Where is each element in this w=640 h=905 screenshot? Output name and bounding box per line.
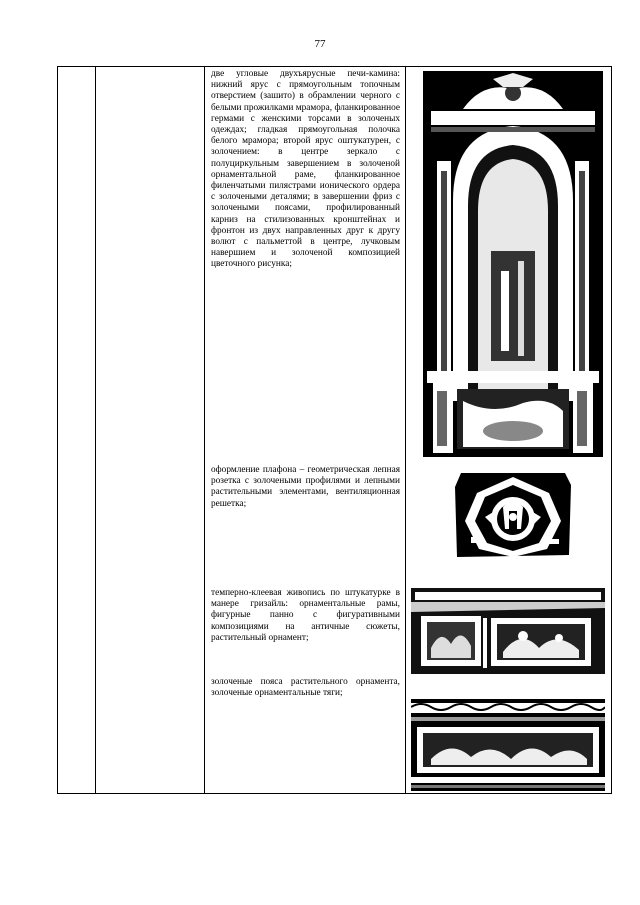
grisaille-description: темперно-клеевая живопись по штукатурке в манере гризайль: орнаментальные рамы, фигурные панно с фигуративными композициями на античные сюжеты, растительный орнамент; [211,588,400,643]
fireplace-photo [423,71,603,457]
page-number: 77 [314,38,326,50]
number-cell [58,67,96,794]
gilded-belts-description: золоченые пояса растительного орнамента, золоченые орнаментальные тяги; [211,677,400,699]
category-cell [96,67,205,794]
images-cell [406,67,612,794]
fireplace-description: две угловые двухъярусные печи-камина: нижний ярус с прямоугольным топочным отверстием (зашито) в обрамлении черного с белыми прожилками мрамора, фланкированное гермами с женскими торсами в золоченых одеждах; гладкая прямоугольная полочка белого мрамора; второй ярус оштукатурен, с золочением: в центре зеркало с полуциркульным завершением в золоченой орнаментальной раме, фланкированное филенчатыми пилястрами ионического ордера с золочеными деталями; в завершении фриз с золочеными поясами, профилированный карниз на стилизованных кронштейнах и фронтон из двух направленных друг к другу волют с пальметтой в центре, лучковым навершием и золоченой композицией цветочного рисунка; [211,69,400,270]
ceiling-description: оформление плафона – геометрическая лепная розетка с золочеными профилями и лепными растительными элементами, вентиляционная решетка; [211,465,400,509]
description-cell [205,67,406,794]
ceiling-rosette-photo [451,467,575,563]
monument-features-table [57,66,612,794]
gilded-belts-photo [411,699,605,791]
table-row [58,67,612,794]
grisaille-painting-photo [411,588,605,674]
